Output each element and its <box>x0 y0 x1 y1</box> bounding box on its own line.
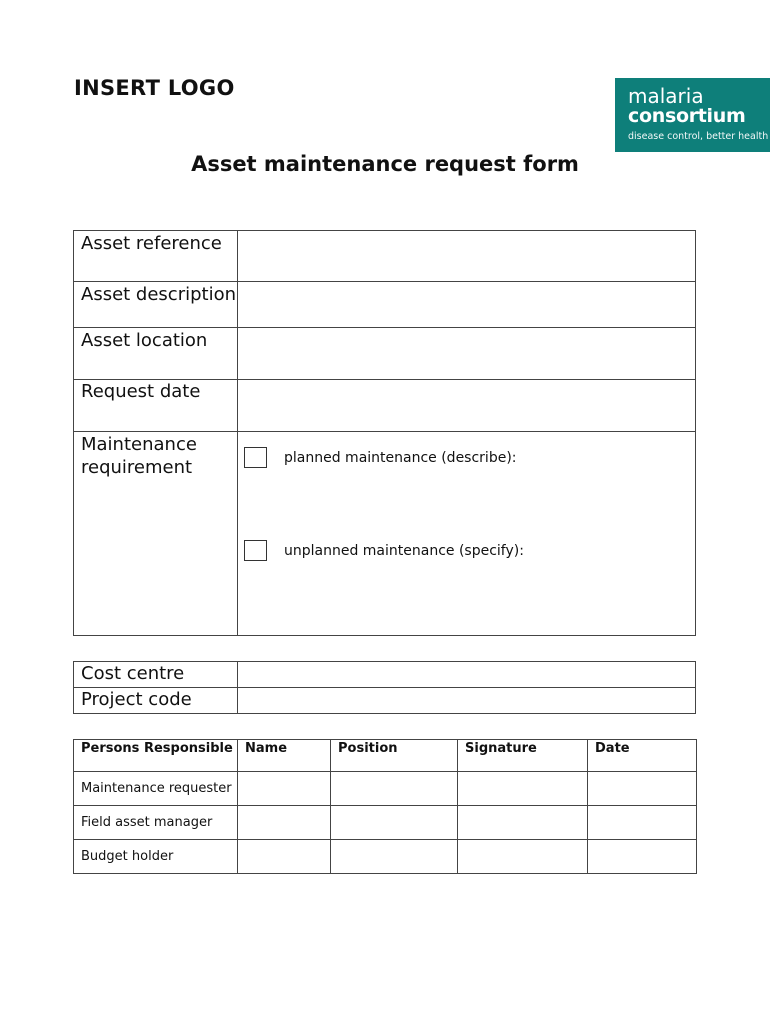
position-cell[interactable] <box>331 840 458 874</box>
request-date-row <box>74 380 696 432</box>
name-cell[interactable] <box>238 806 331 840</box>
position-cell[interactable] <box>331 772 458 806</box>
project-code-field[interactable] <box>238 688 696 714</box>
planned-maintenance-checkbox[interactable] <box>244 447 267 468</box>
name-cell[interactable] <box>238 772 331 806</box>
role-field-asset-manager: Field asset manager <box>74 806 238 840</box>
cost-centre-label: Cost centre <box>74 662 238 688</box>
asset-description-row <box>74 282 696 328</box>
asset-location-field[interactable] <box>238 328 696 380</box>
logo-line-1: malaria <box>628 84 704 108</box>
asset-reference-label: Asset reference <box>74 231 238 282</box>
project-code-label: Project code <box>74 688 238 714</box>
table-row <box>74 806 697 840</box>
table-header-row <box>74 740 697 772</box>
asset-reference-row <box>74 231 696 282</box>
position-cell[interactable] <box>331 806 458 840</box>
page-title: Asset maintenance request form <box>191 152 579 176</box>
header-name: Name <box>238 740 331 772</box>
maintenance-requirement-label: Maintenance requirement <box>74 432 238 636</box>
signature-cell[interactable] <box>458 806 588 840</box>
date-cell[interactable] <box>588 806 697 840</box>
project-code-row <box>74 688 696 714</box>
asset-description-label: Asset description <box>74 282 238 328</box>
role-budget-holder: Budget holder <box>74 840 238 874</box>
cost-centre-field[interactable] <box>238 662 696 688</box>
asset-description-field[interactable] <box>238 282 696 328</box>
date-cell[interactable] <box>588 840 697 874</box>
table-row <box>74 840 697 874</box>
cost-table <box>73 661 696 714</box>
header-date: Date <box>588 740 697 772</box>
asset-details-table <box>73 230 696 636</box>
role-maintenance-requester: Maintenance requester <box>74 772 238 806</box>
asset-reference-field[interactable] <box>238 231 696 282</box>
unplanned-maintenance-label: unplanned maintenance (specify): <box>284 542 524 559</box>
planned-maintenance-option[interactable] <box>244 447 517 468</box>
request-date-field[interactable] <box>238 380 696 432</box>
persons-responsible-table <box>73 739 697 874</box>
planned-maintenance-label: planned maintenance (describe): <box>284 449 517 466</box>
asset-location-label: Asset location <box>74 328 238 380</box>
header-signature: Signature <box>458 740 588 772</box>
unplanned-maintenance-checkbox[interactable] <box>244 540 267 561</box>
date-cell[interactable] <box>588 772 697 806</box>
request-date-label: Request date <box>74 380 238 432</box>
name-cell[interactable] <box>238 840 331 874</box>
table-row <box>74 772 697 806</box>
signature-cell[interactable] <box>458 772 588 806</box>
malaria-consortium-logo <box>615 78 770 152</box>
cost-centre-row <box>74 662 696 688</box>
asset-location-row <box>74 328 696 380</box>
logo-tagline: disease control, better health <box>628 131 769 142</box>
maintenance-requirement-field <box>238 432 696 636</box>
logo-line-2: consortium <box>628 105 746 127</box>
header-position: Position <box>331 740 458 772</box>
unplanned-maintenance-option[interactable] <box>244 540 524 561</box>
header-persons-responsible: Persons Responsible <box>74 740 238 772</box>
insert-logo-placeholder: INSERT LOGO <box>74 76 235 100</box>
maintenance-requirement-row <box>74 432 696 636</box>
signature-cell[interactable] <box>458 840 588 874</box>
